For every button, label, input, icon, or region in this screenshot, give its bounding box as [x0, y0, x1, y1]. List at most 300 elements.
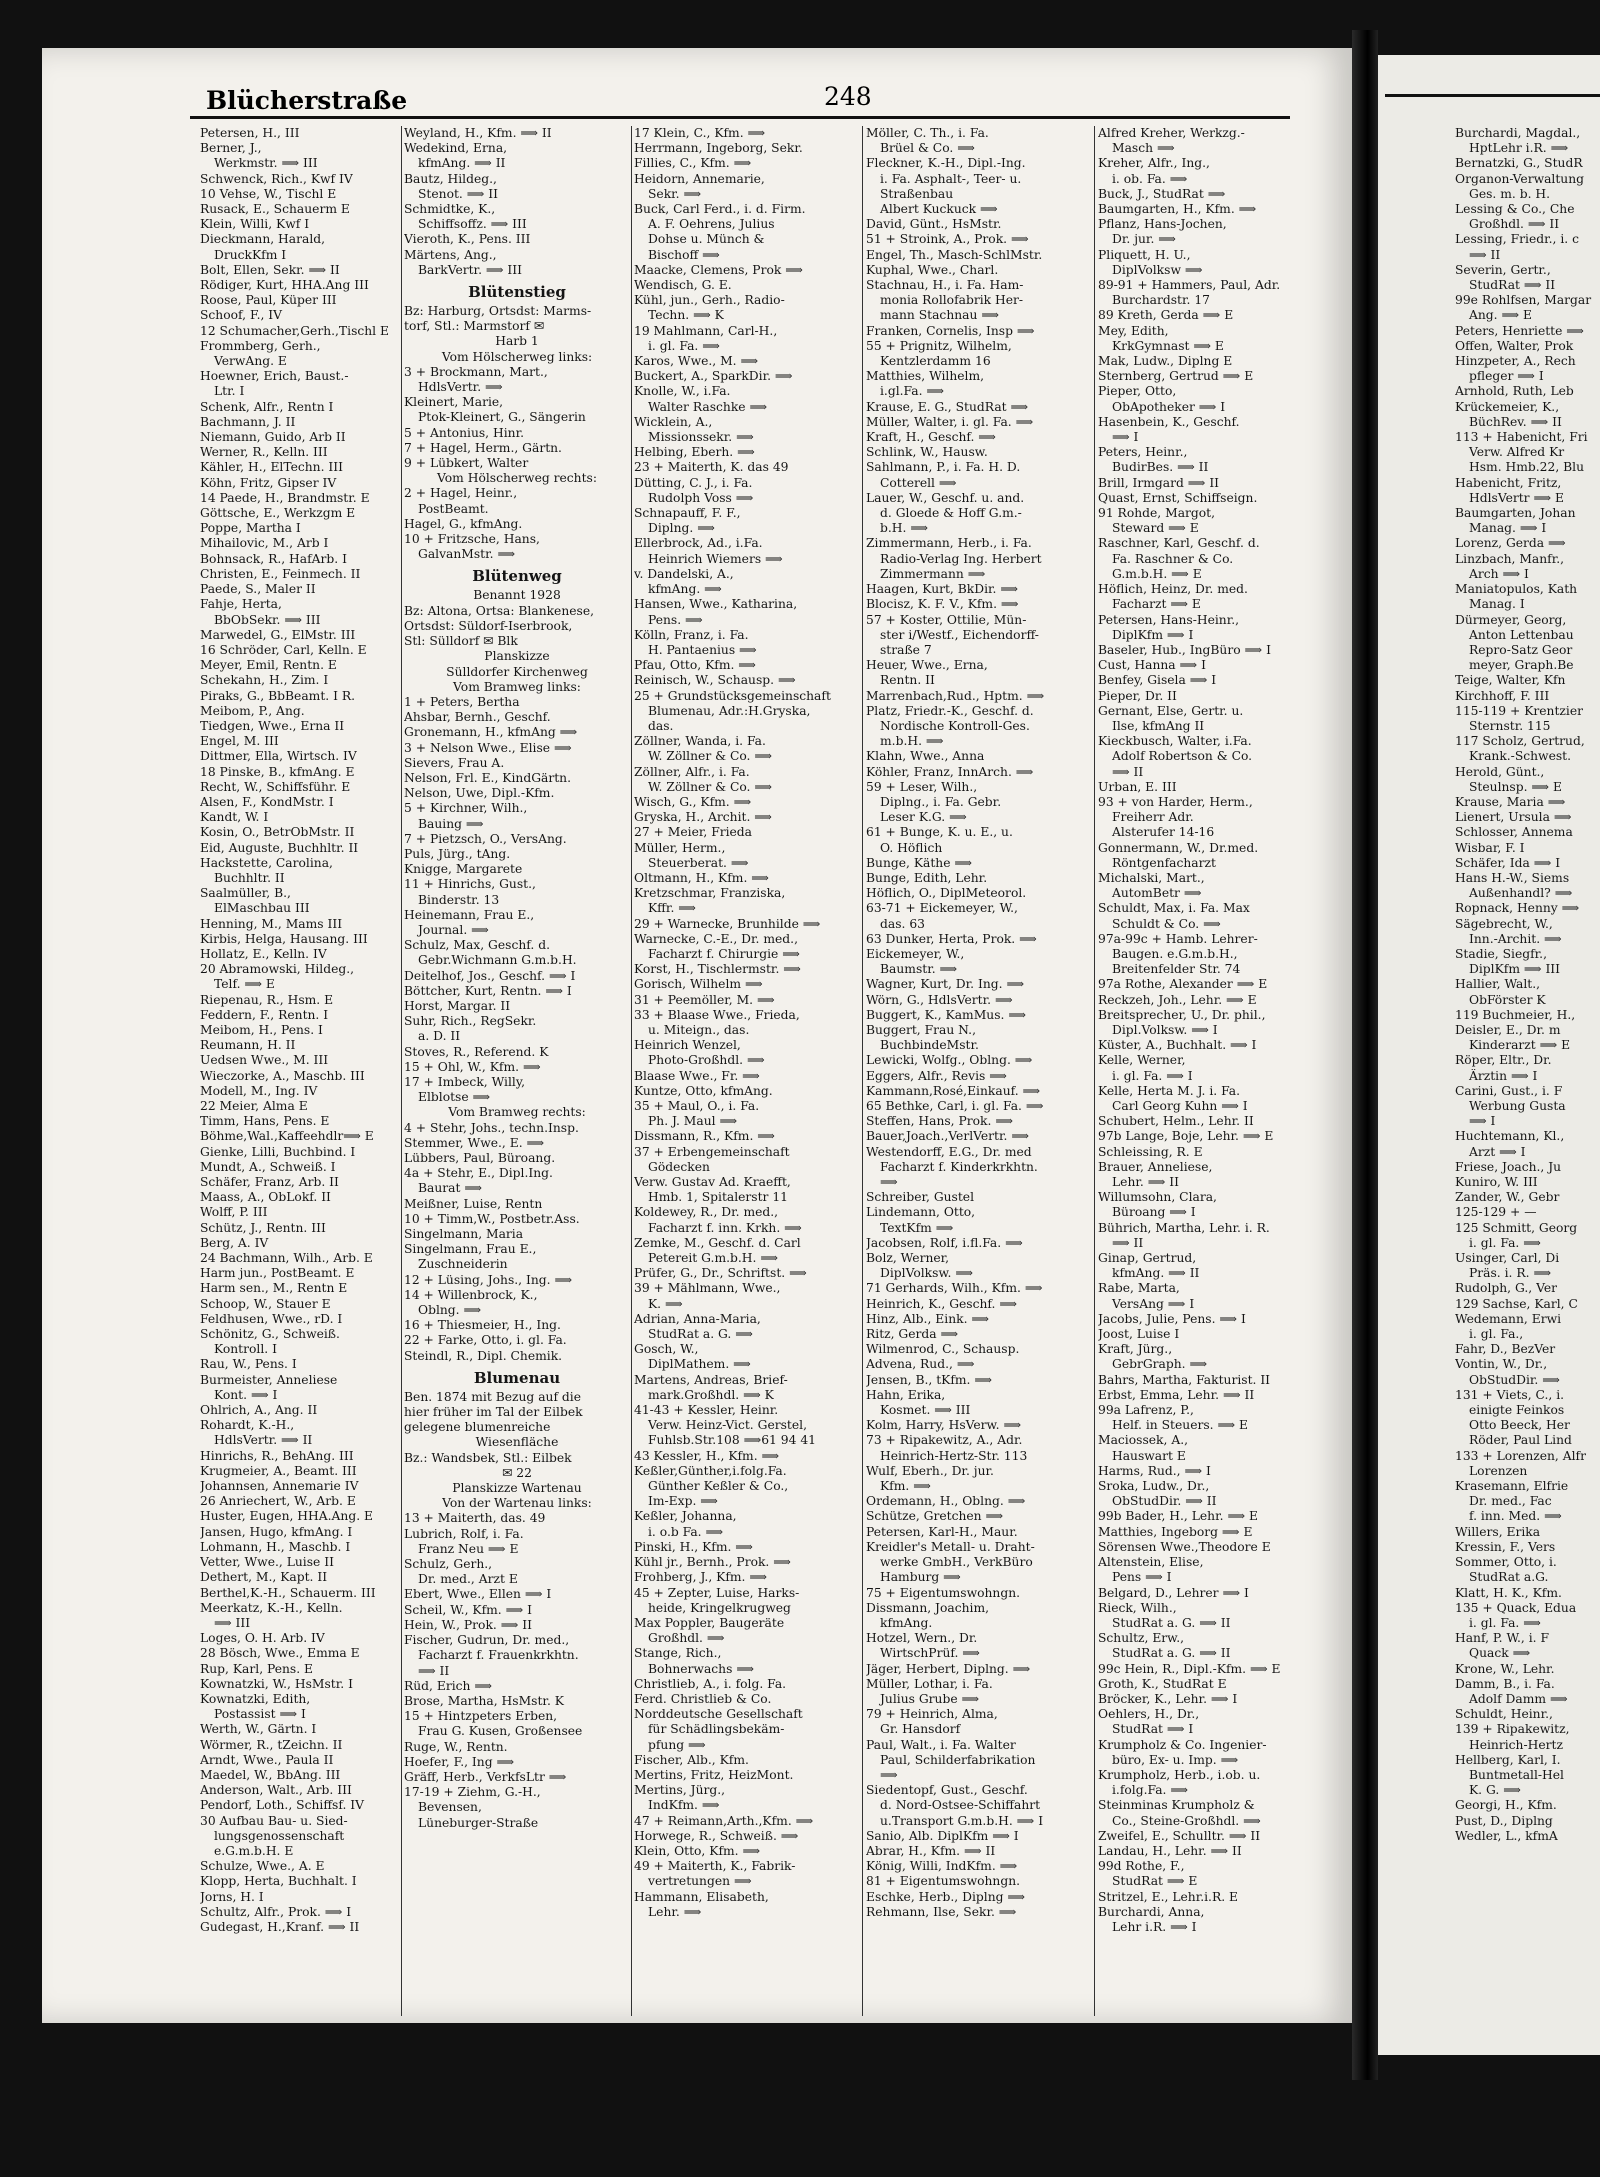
directory-entry-line: Adolf Robertson & Co.: [1112, 749, 1253, 764]
directory-entry-line: Kühl, jun., Gerh., Radio-: [634, 293, 785, 308]
directory-entry-line: Steulnsp. ⟹ E: [1469, 779, 1562, 794]
directory-entry-line: Johannsen, Annemarie IV: [200, 1479, 359, 1494]
directory-entry-line: Hsm. Hmb.22, Blu: [1469, 460, 1585, 475]
directory-entry-line: Carini, Gust., i. F: [1455, 1083, 1563, 1098]
directory-entry-line: König, Willi, IndKfm. ⟹: [866, 1859, 1018, 1874]
directory-entry-line: Sternstr. 115: [1469, 718, 1551, 733]
directory-entry-line: Gräff, Herb., VerkfsLtr ⟹: [404, 1769, 567, 1784]
street-title: Blücherstraße: [206, 86, 408, 115]
directory-entry-line: Facharzt f. inn. Krkh. ⟹: [648, 1220, 802, 1235]
directory-entry-line: Ruge, W., Rentn.: [404, 1739, 508, 1754]
directory-entry-line: DiplVolksw ⟹: [1112, 262, 1203, 277]
directory-entry-line: Krause, Maria ⟹: [1455, 794, 1566, 809]
directory-entry-line: DiplMathem. ⟹: [648, 1357, 751, 1372]
directory-entry-line: i. gl. Fa. ⟹ I: [1112, 1068, 1193, 1083]
directory-entry-line: Meibom, H., Pens. I: [200, 1022, 323, 1037]
directory-entry-line: Schulze, Wwe., A. E: [200, 1859, 325, 1874]
directory-entry-line: Maniatopulos, Kath: [1455, 582, 1578, 597]
directory-entry-line: Köhn, Fritz, Gipser IV: [200, 475, 337, 490]
directory-entry-line: Martens, Andreas, Brief-: [634, 1372, 788, 1387]
directory-entry-line: Röder, Paul Lind: [1469, 1433, 1572, 1448]
directory-entry-line: Schulz, Gerh.,: [404, 1557, 493, 1572]
directory-entry-line: Sanio, Alb. DiplKfm ⟹ I: [866, 1828, 1019, 1843]
directory-entry-line: Bachmann, J. II: [200, 414, 296, 429]
directory-entry-line: Zimmermann ⟹: [880, 566, 986, 581]
directory-entry-line: Buntmetall-Hel: [1469, 1767, 1564, 1782]
directory-entry-line: Nelson, Frl. E., KindGärtn.: [404, 770, 571, 785]
directory-entry-line: BuchbindeMstr.: [880, 1038, 979, 1053]
directory-entry-line: Schuldt & Co. ⟹: [1112, 916, 1221, 931]
directory-entry-line: Usinger, Carl, Di: [1455, 1251, 1560, 1266]
directory-entry-line: Wiesenfläche: [475, 1435, 559, 1450]
directory-entry-line: Facharzt f. Frauenkrkhtn.: [418, 1648, 579, 1663]
directory-entry-line: Stemmer, Wwe., E. ⟹: [404, 1135, 545, 1150]
directory-entry-line: Stritzel, E., Lehr.i.R. E: [1098, 1889, 1239, 1904]
directory-entry-line: 47 + Reimann,Arth.,Kfm. ⟹: [634, 1813, 814, 1828]
directory-entry-line: 27 + Meier, Frieda: [634, 825, 753, 840]
directory-entry-line: Ptok-Kleinert, G., Sängerin: [418, 410, 586, 425]
directory-entry-line: K. G. ⟹: [1469, 1783, 1521, 1798]
directory-entry-line: Anderson, Walt., Arb. III: [200, 1783, 352, 1798]
directory-entry-line: Ropnack, Henny ⟹: [1455, 901, 1580, 916]
directory-entry-line: K. ⟹: [648, 1296, 683, 1311]
directory-entry-line: 5 + Kirchner, Wilh.,: [404, 801, 528, 816]
directory-entry-line: Ahsbar, Bernh., Geschf.: [404, 710, 551, 725]
directory-entry-line: Buggert, Frau N.,: [866, 1022, 976, 1037]
directory-entry-line: Hinz, Alb., Eink. ⟹: [866, 1311, 990, 1326]
directory-entry-line: Scheil, W., Kfm. ⟹ I: [404, 1602, 533, 1617]
directory-entry-line: Vom Hölscherweg rechts:: [437, 471, 597, 486]
directory-entry-line: Großhdl. ⟹ II: [1469, 217, 1560, 232]
directory-entry-line: Cust, Hanna ⟹ I: [1098, 658, 1206, 673]
directory-entry-line: Baumgarten, Johan: [1455, 506, 1576, 521]
directory-entry-line: Facharzt f. Kinderkrkhtn.: [880, 1159, 1038, 1174]
directory-entry-line: Verw. Alfred Kr: [1469, 445, 1565, 460]
directory-entry-line: d. Gloede & Hoff G.m.-: [880, 506, 1022, 521]
directory-entry-line: Schönitz, G., Schweiß.: [200, 1327, 340, 1342]
directory-entry-line: Sternberg, Gertrud ⟹ E: [1098, 369, 1254, 384]
directory-entry-line: Pliquett, H. U.,: [1098, 247, 1191, 262]
directory-entry-line: 35 + Maul, O., i. Fa.: [634, 1099, 760, 1113]
directory-entry-line: ElMaschbau III: [214, 901, 310, 916]
directory-entry-line: Baurat ⟹: [418, 1181, 482, 1196]
directory-entry-line: Vetter, Wwe., Luise II: [200, 1555, 334, 1570]
directory-entry-line: Bauer,Joach.,VerlVertr. ⟹: [866, 1129, 1029, 1144]
directory-entry-line: Alsen, F., KondMstr. I: [200, 794, 334, 809]
directory-entry-line: Paede, S., Maler II: [200, 582, 316, 597]
directory-entry-line: Steuerberat. ⟹: [648, 855, 749, 870]
column-divider: [631, 126, 632, 2016]
directory-entry-line: Co., Steine-Großhdl. ⟹: [1112, 1813, 1261, 1828]
column-4: [866, 126, 1092, 1920]
directory-entry-line: Werbung Gusta: [1469, 1099, 1566, 1113]
directory-entry-line: ObFörster K: [1469, 992, 1546, 1007]
directory-entry-line: Möller, C. Th., i. Fa.: [866, 126, 989, 140]
directory-entry-line: 18 Pinske, B., kfmAng. E: [200, 764, 355, 779]
directory-entry-line: BudirBes. ⟹ II: [1112, 460, 1209, 475]
directory-entry-line: 14 + Willenbrock, K.,: [404, 1287, 538, 1302]
directory-entry-line: Heinemann, Frau E.,: [404, 907, 535, 922]
directory-entry-line: Harms, Rud., ⟹ I: [1098, 1463, 1211, 1478]
directory-entry-line: 39 + Mählmann, Wwe.,: [634, 1281, 781, 1296]
directory-entry-line: Raschner, Karl, Geschf. d.: [1098, 536, 1260, 551]
directory-entry-line: Büroang ⟹ I: [1112, 1205, 1196, 1220]
directory-entry-line: 93 + von Harder, Herm.,: [1098, 794, 1253, 809]
directory-entry-line: Kirchhoff, F. III: [1455, 688, 1550, 703]
directory-entry-line: Berg, A. IV: [200, 1235, 269, 1250]
directory-entry-line: Rau, W., Pens. I: [200, 1357, 297, 1372]
directory-entry-line: Fillies, C., Kfm. ⟹: [634, 156, 752, 171]
directory-entry-line: Vom Bramweg links:: [453, 679, 581, 694]
directory-entry-line: Friese, Joach., Ju: [1455, 1159, 1562, 1174]
directory-entry-line: Engel, Th., Masch-SchlMstr.: [866, 247, 1043, 262]
directory-entry-line: Karos, Wwe., M. ⟹: [634, 354, 759, 369]
directory-entry-line: Kelle, Werner,: [1098, 1053, 1186, 1068]
directory-entry-line: Kammann,Rosé,Einkauf. ⟹: [866, 1083, 1041, 1098]
directory-entry-line: TextKfm ⟹: [880, 1220, 954, 1235]
directory-entry-line: Fuhlsb.Str.108 ⟹61 94 41: [648, 1433, 816, 1448]
directory-entry-line: Pfau, Otto, Kfm. ⟹: [634, 658, 756, 673]
directory-entry-line: Vieroth, K., Pens. III: [404, 232, 531, 247]
directory-entry-line: 12 + Lüsing, Johs., Ing. ⟹: [404, 1272, 573, 1287]
directory-entry-line: Schubert, Helm., Lehr. II: [1098, 1114, 1254, 1129]
directory-entry-line: Gebr.Wichmann G.m.b.H.: [418, 953, 577, 968]
directory-entry-line: Matthies, Ingeborg ⟹ E: [1098, 1524, 1253, 1539]
directory-entry-line: Rieck, Wilh.,: [1098, 1600, 1177, 1615]
directory-entry-line: Rup, Karl, Pens. E: [200, 1661, 314, 1676]
directory-entry-line: Kreidler's Metall- u. Draht-: [866, 1539, 1035, 1554]
directory-entry-line: Lehr. ⟹: [648, 1904, 702, 1919]
directory-entry-line: Schmidtke, K.,: [404, 202, 496, 217]
directory-entry-line: Jacobs, Julie, Pens. ⟹ I: [1098, 1311, 1246, 1326]
directory-entry-line: Bauing ⟹: [418, 816, 484, 831]
directory-entry-line: Bz: Harburg, Ortsdst: Marms-: [404, 304, 592, 319]
directory-entry-line: Quast, Ernst, Schiffseign.: [1098, 490, 1258, 505]
directory-entry-line: Keßler, Johanna,: [634, 1509, 737, 1524]
directory-entry-line: Schultz, Erw.,: [1098, 1631, 1185, 1646]
directory-entry-line: Knigge, Margarete: [404, 862, 523, 877]
directory-entry-line: Dittmer, Ella, Wirtsch. IV: [200, 749, 357, 764]
directory-entry-line: Ohlrich, A., Ang. II: [200, 1403, 318, 1418]
directory-entry-line: Alsterufer 14-16: [1112, 825, 1215, 840]
directory-entry-line: Manag. ⟹ I: [1469, 521, 1547, 536]
directory-entry-line: Gryska, H., Archit. ⟹: [634, 810, 772, 825]
directory-entry-line: Heuer, Wwe., Erna,: [866, 658, 988, 673]
directory-entry-line: das. 63: [880, 916, 925, 931]
directory-entry-line: Rabe, Marta,: [1098, 1281, 1180, 1296]
directory-entry-line: Roose, Paul, Küper III: [200, 293, 337, 308]
directory-entry-line: Rentn. II: [880, 673, 935, 688]
directory-entry-line: Cotterell ⟹: [880, 475, 957, 490]
directory-entry-line: Haagen, Kurt, BkDir. ⟹: [866, 582, 1018, 597]
directory-entry-line: Sägebrecht, W.,: [1455, 916, 1553, 931]
directory-entry-line: Reckzeh, Joh., Lehr. ⟹ E: [1098, 992, 1257, 1007]
directory-entry-line: meyer, Graph.Be: [1469, 658, 1574, 673]
directory-entry-line: Maass, A., ObLokf. II: [200, 1190, 331, 1205]
directory-entry-line: Mertins, Fritz, HeizMont.: [634, 1767, 794, 1782]
directory-entry-line: Ang. ⟹ E: [1469, 308, 1533, 323]
directory-entry-line: Manag. I: [1469, 597, 1525, 612]
directory-entry-line: Kownatzki, Edith,: [200, 1691, 311, 1706]
directory-entry-line: Erbst, Emma, Lehr. ⟹ II: [1098, 1387, 1255, 1402]
directory-entry-line: 61 + Bunge, K. u. E., u.: [866, 825, 1013, 840]
directory-entry-line: Breitsprecher, U., Dr. phil.,: [1098, 1007, 1266, 1022]
directory-entry-line: Offen, Walter, Prok: [1455, 338, 1574, 353]
directory-entry-line: 97a Rothe, Alexander ⟹ E: [1098, 977, 1268, 992]
directory-entry-line: W. Zöllner & Co. ⟹: [648, 779, 773, 794]
directory-entry-line: Arnhold, Ruth, Leb: [1455, 384, 1574, 399]
directory-entry-line: Singelmann, Frau E.,: [404, 1242, 537, 1257]
directory-entry-line: Horst, Margar. II: [404, 998, 511, 1013]
directory-entry-line: ⟹ I: [1112, 430, 1139, 445]
directory-entry-line: DruckKfm I: [214, 247, 287, 262]
directory-entry-line: W. Zöllner & Co. ⟹: [648, 749, 773, 764]
directory-entry-line: Meibom, P., Ang.: [200, 703, 305, 718]
directory-entry-line: Hahn, Erika,: [866, 1387, 946, 1402]
directory-entry-line: Frommberg, Gerh.,: [200, 338, 321, 353]
directory-entry-line: Hans H.-W., Siems: [1455, 870, 1570, 885]
directory-entry-line: Diplng., i. Fa. Gebr.: [880, 794, 1002, 809]
directory-entry-line: BarkVertr. ⟹ III: [418, 262, 523, 277]
directory-entry-line: Ben. 1874 mit Bezug auf die: [404, 1389, 581, 1404]
directory-entry-line: Freiherr Adr.: [1112, 810, 1194, 825]
directory-entry-line: Bautz, Hildeg.,: [404, 171, 497, 186]
directory-entry-line: Leser K.G. ⟹: [880, 810, 967, 825]
directory-entry-line: Schütze, Gretchen ⟹: [866, 1509, 1004, 1524]
directory-entry-line: Matthies, Wilhelm,: [866, 369, 985, 384]
directory-entry-line: Burchardstr. 17: [1112, 293, 1210, 308]
directory-entry-line: Rohardt, K.-H.,: [200, 1418, 295, 1433]
directory-entry-line: Lorenz, Gerda ⟹: [1455, 536, 1566, 551]
directory-entry-line: d. Nord-Ostsee-Schiffahrt: [880, 1798, 1041, 1813]
directory-entry-line: Präs. i. R. ⟹: [1469, 1266, 1552, 1281]
directory-entry-line: 37 + Erbengemeinschaft: [634, 1144, 790, 1159]
directory-entry-line: Singelmann, Maria: [404, 1227, 524, 1242]
directory-entry-line: 31 + Peemöller, M. ⟹: [634, 992, 775, 1007]
directory-entry-line: Gr. Hansdorf: [880, 1722, 961, 1737]
directory-entry-line: Bz.: Wandsbek, Stl.: Eilbek: [404, 1450, 572, 1465]
directory-entry-line: 16 + Thiesmeier, H., Ing.: [404, 1318, 561, 1333]
directory-entry-line: Petereit G.m.b.H. ⟹: [648, 1251, 778, 1266]
directory-entry-line: Rusack, E., Schauerm E: [200, 202, 350, 217]
directory-entry-line: Mihailovic, M., Arb I: [200, 536, 329, 551]
directory-entry-line: Bernatzki, G., StudR: [1455, 156, 1583, 171]
directory-entry-line: Sahlmann, P., i. Fa. H. D.: [866, 460, 1021, 475]
directory-entry-line: Kretzschmar, Franziska,: [634, 886, 786, 901]
directory-entry-line: Hoefer, F., Ing ⟹: [404, 1754, 515, 1769]
directory-entry-line: Platz, Friedr.-K., Geschf. d.: [866, 703, 1034, 718]
directory-entry-line: Benannt 1928: [473, 588, 561, 603]
directory-entry-line: StudRat a. G. ⟹: [648, 1327, 753, 1342]
facing-page-rule: [1385, 94, 1600, 97]
directory-entry-line: ⟹: [880, 1767, 898, 1782]
directory-entry-line: Severin, Gertr.,: [1455, 262, 1551, 277]
directory-entry-line: Kuniro, W. III: [1455, 1175, 1538, 1190]
directory-entry-line: Baugen. e.G.m.b.H.,: [1112, 946, 1238, 961]
directory-entry-line: Petersen, Karl-H., Maur.: [866, 1524, 1018, 1539]
directory-entry-line: Günther Keßler & Co.,: [648, 1479, 789, 1494]
directory-entry-line: Hammann, Elisabeth,: [634, 1889, 769, 1904]
directory-entry-line: Stange, Rich.,: [634, 1646, 722, 1661]
directory-entry-line: Albert Kuckuck ⟹: [880, 202, 998, 217]
directory-entry-line: Kuphal, Wwe., Charl.: [866, 262, 999, 277]
directory-entry-line: Dethert, M., Kapt. II: [200, 1570, 328, 1585]
directory-entry-line: Schenk, Alfr., Rentn I: [200, 399, 334, 414]
directory-entry-line: Radio-Verlag Ing. Herbert: [880, 551, 1042, 566]
directory-entry-line: Groth, K., StudRat E: [1098, 1676, 1227, 1691]
directory-entry-line: pfung ⟹: [648, 1737, 706, 1752]
directory-entry-line: Böttcher, Kurt, Rentn. ⟹ I: [404, 983, 572, 998]
directory-entry-line: Petersen, H., III: [200, 126, 300, 140]
directory-entry-line: ✉ 22: [502, 1465, 532, 1480]
directory-entry-line: Warnecke, C.-E., Dr. med.,: [634, 931, 798, 946]
directory-entry-line: Eickemeyer, W.,: [866, 946, 965, 961]
directory-entry-line: Steffen, Hans, Prok. ⟹: [866, 1114, 1013, 1129]
directory-entry-line: Pust, D., Diplng: [1455, 1813, 1553, 1828]
directory-entry-line: Meyer, Emil, Rentn. E: [200, 658, 337, 673]
directory-entry-line: Schütz, J., Rentn. III: [200, 1220, 326, 1235]
directory-entry-line: Gonnermann, W., Dr.med.: [1098, 840, 1259, 855]
directory-entry-line: Ginap, Gertrud,: [1098, 1251, 1197, 1266]
directory-entry-line: Altenstein, Elise,: [1098, 1555, 1204, 1570]
directory-entry-line: 73 + Ripakewitz, A., Adr.: [866, 1433, 1023, 1448]
directory-entry-line: Knolle, W., i.Fa.: [634, 384, 731, 399]
directory-entry-line: mann Stachnau ⟹: [880, 308, 999, 323]
directory-entry-line: 17-19 + Ziehm, G.-H.,: [404, 1785, 541, 1800]
directory-entry-line: Gosch, W.,: [634, 1342, 699, 1357]
page-number: 248: [824, 82, 872, 111]
directory-entry-line: Keßler,Günther,i.folg.Fa.: [634, 1463, 787, 1478]
directory-entry-line: StudRat ⟹ E: [1112, 1874, 1198, 1889]
directory-entry-line: Werth, W., Gärtn. I: [200, 1722, 317, 1737]
directory-entry-line: Gernant, Else, Gertr. u.: [1098, 703, 1244, 718]
directory-entry-line: Gienke, Lilli, Buchbind. I: [200, 1144, 356, 1159]
directory-entry-line: Kirbis, Helga, Hausang. III: [200, 931, 368, 946]
directory-entry-line: Wicklein, A.,: [634, 414, 713, 429]
directory-entry-line: Lewicki, Wolfg., Oblng. ⟹: [866, 1053, 1033, 1068]
directory-entry-line: 22 + Farke, Otto, i. gl. Fa.: [404, 1333, 567, 1348]
directory-entry-line: Kreher, Alfr., Ing.,: [1098, 156, 1210, 171]
directory-entry-line: 33 + Blaase Wwe., Frieda,: [634, 1007, 800, 1022]
column-divider: [401, 126, 402, 2016]
directory-entry-line: a. D. II: [418, 1029, 461, 1044]
directory-entry-line: Sekr. ⟹: [648, 186, 702, 201]
directory-entry-line: Röper, Eltr., Dr.: [1455, 1053, 1552, 1068]
directory-entry-line: Binderstr. 13: [418, 892, 500, 907]
directory-entry-line: Kuntze, Otto, kfmAng.: [634, 1083, 773, 1098]
directory-entry-line: Maciossek, A.,: [1098, 1433, 1189, 1448]
directory-entry-line: Hauswart E: [1112, 1448, 1186, 1463]
directory-entry-line: Sievers, Frau A.: [404, 755, 505, 770]
directory-entry-line: DiplKfm ⟹ III: [1469, 962, 1561, 977]
directory-entry-line: Berthel,K.-H., Schauerm. III: [200, 1585, 376, 1600]
directory-entry-line: H. Pantaenius ⟹: [648, 642, 757, 657]
directory-entry-line: 29 + Warnecke, Brunhilde ⟹: [634, 916, 821, 931]
directory-entry-line: VerwAng. E: [214, 354, 287, 369]
directory-entry-line: Verw. Gustav Ad. Kraefft,: [634, 1175, 791, 1190]
directory-entry-line: 99d Rothe, F.,: [1098, 1859, 1185, 1874]
directory-entry-line: Pens ⟹ I: [1112, 1570, 1172, 1585]
directory-entry-line: Arzt ⟹ I: [1469, 1144, 1526, 1159]
directory-entry-line: Schäfer, Franz, Arb. II: [200, 1175, 339, 1190]
directory-entry-line: Helf. in Steuers. ⟹ E: [1112, 1418, 1248, 1433]
directory-entry-line: 59 + Leser, Wilh.,: [866, 779, 978, 794]
directory-entry-line: 79 + Heinrich, Alma,: [866, 1707, 998, 1722]
directory-entry-line: 3 + Nelson Wwe., Elise ⟹: [404, 740, 572, 755]
directory-entry-line: vertretungen ⟹: [648, 1874, 752, 1889]
directory-entry-line: Lübbers, Paul, Büroang.: [404, 1151, 556, 1165]
directory-entry-line: Georgi, H., Kfm.: [1455, 1798, 1557, 1813]
directory-entry-line: Harm sen., M., Rentn E: [200, 1281, 348, 1296]
directory-entry-line: Gronemann, H., kfmAng ⟹: [404, 725, 578, 740]
directory-entry-line: Schekahn, H., Zim. I: [200, 673, 329, 688]
directory-entry-line: Nordische Kontroll-Ges.: [880, 718, 1030, 733]
directory-entry-line: Fa. Raschner & Co.: [1112, 551, 1234, 566]
directory-entry-line: 24 Bachmann, Wilh., Arb. E: [200, 1251, 373, 1266]
directory-entry-line: 15 + Hintzpeters Erben,: [404, 1709, 558, 1724]
directory-entry-line: Heidorn, Annemarie,: [634, 171, 765, 186]
directory-entry-line: Oltmann, H., Kfm. ⟹: [634, 870, 769, 885]
directory-entry-line: Julius Grube ⟹: [880, 1691, 980, 1706]
directory-entry-line: Hein, W., Prok. ⟹ II: [404, 1617, 532, 1632]
directory-entry-line: Frohberg, J., Kfm. ⟹: [634, 1570, 767, 1585]
directory-entry-line: Jansen, Hugo, kfmAng. I: [200, 1524, 353, 1539]
directory-entry-line: Kölln, Franz, i. Fa.: [634, 627, 749, 642]
directory-entry-line: ⟹ I: [1469, 1114, 1496, 1129]
directory-entry-line: einigte Feinkos: [1469, 1403, 1565, 1418]
directory-entry-line: Lohmann, H., Maschb. I: [200, 1539, 351, 1554]
directory-entry-line: i. o.b Fa. ⟹: [648, 1524, 724, 1539]
directory-entry-line: Schwenck, Rich., Kwf IV: [200, 171, 353, 186]
directory-entry-line: büro, Ex- u. Imp. ⟹: [1112, 1752, 1239, 1767]
directory-entry-line: Bröcker, K., Lehr. ⟹ I: [1098, 1691, 1238, 1706]
directory-entry-line: 23 + Maiterth, K. das 49: [634, 460, 789, 475]
directory-entry-line: Hinrichs, R., BehAng. III: [200, 1448, 354, 1463]
directory-entry-line: Blocisz, K. F. V., Kfm. ⟹: [866, 597, 1019, 612]
directory-entry-line: 131 + Viets, C., i.: [1455, 1387, 1565, 1402]
directory-entry-line: Techn. ⟹ K: [648, 308, 724, 323]
directory-entry-line: Brüel & Co. ⟹: [880, 141, 975, 156]
directory-entry-line: Modell, M., Ing. IV: [200, 1083, 318, 1098]
directory-entry-line: Harb 1: [495, 334, 539, 349]
directory-entry-line: Kraft, Jürg.,: [1098, 1342, 1173, 1357]
directory-entry-line: Höflich, O., DiplMeteorol.: [866, 886, 1027, 901]
directory-entry-line: Wilmenrod, C., Schausp.: [866, 1342, 1020, 1357]
directory-entry-line: Kähler, H., ElTechn. III: [200, 460, 343, 475]
directory-entry-line: Kownatzki, W., HsMstr. I: [200, 1676, 353, 1691]
directory-entry-line: Max Poppler, Baugeräte: [634, 1615, 785, 1630]
directory-entry-line: Teige, Walter, Kfn: [1455, 673, 1566, 688]
directory-entry-line: Siedentopf, Gust., Geschf.: [866, 1783, 1028, 1798]
directory-entry-line: 7 + Hagel, Herm., Gärtn.: [404, 440, 562, 455]
directory-entry-line: Belgard, D., Lehrer ⟹ I: [1098, 1585, 1249, 1600]
directory-entry-line: Kressin, F., Vers: [1455, 1539, 1556, 1554]
directory-entry-line: Schnapauff, F. F.,: [634, 506, 741, 521]
directory-entry-line: Müller, Lothar, i. Fa.: [866, 1676, 993, 1691]
directory-entry-line: Burchardi, Anna,: [1098, 1904, 1205, 1919]
directory-entry-line: Schreiber, Gustel: [866, 1190, 975, 1205]
directory-entry-line: Müller, Walter, i. gl. Fa. ⟹: [866, 414, 1034, 429]
directory-entry-line: Göttsche, E., Werkzgm E: [200, 506, 356, 521]
directory-entry-line: Kandt, W. I: [200, 810, 269, 825]
directory-entry-line: Anton Lettenbau: [1469, 627, 1574, 642]
directory-entry-line: Fahje, Herta,: [200, 597, 282, 612]
directory-entry-line: hier früher im Tal der Eilbek: [404, 1405, 583, 1420]
directory-entry-line: torf, Stl.: Marmstorf ✉: [404, 319, 545, 334]
directory-entry-line: Urban, E. III: [1098, 779, 1177, 794]
directory-entry-line: 125-129 + —: [1455, 1205, 1537, 1220]
directory-entry-line: kfmAng.: [880, 1615, 933, 1630]
